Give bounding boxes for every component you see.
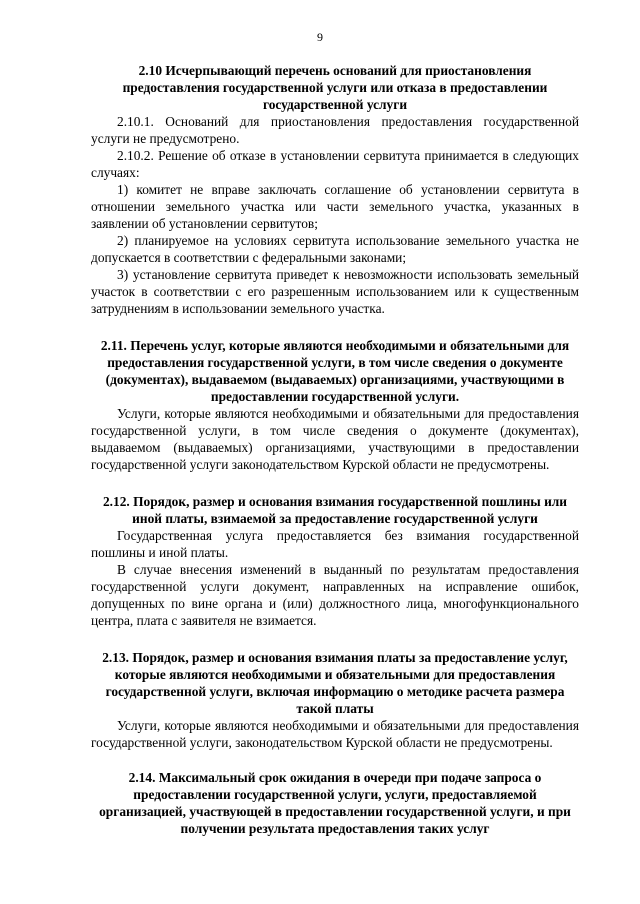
section-2-12 — [91, 493, 579, 629]
section-heading: 2.13. Порядок, размер и основания взимания платы за предоставление услуг, которые являются необходимыми и обязательными для предоставления государственной услуги, включая информацию о методике расчета размера такой платы — [102, 650, 568, 716]
section-2-14 — [91, 769, 579, 837]
section-spacer — [91, 751, 579, 769]
paragraph: 2.10.1. Оснований для приостановления предоставления государственной услуги не предусмотрено. — [91, 114, 579, 146]
section-spacer — [91, 473, 579, 493]
paragraph: Услуги, которые являются необходимыми и обязательными для предоставления государственной услуги, законодательством Курской области не предусмотрены. — [91, 718, 579, 750]
section-heading: 2.14. Максимальный срок ожидания в очереди при подаче запроса о предоставлении государственной услуги, услуги, предоставляемой организацией, участвующей в предоставлении государственной услуги, и при получении результата предоставления таких услуг — [99, 770, 571, 836]
list-item: 3) установление сервитута приведет к невозможности использовать земельный участок в соответствии с его разрешенным использованием или к существенным затруднениям в использовании земельного участка. — [91, 267, 579, 316]
section-spacer — [91, 317, 579, 337]
section-heading: 2.11. Перечень услуг, которые являются необходимыми и обязательными для предоставления государственной услуги, в том числе сведения о документе (документах), выдаваемом (выдаваемых) организациями, участвующими в предоставлении государственной услуги. — [100, 338, 570, 404]
list-item: 1) комитет не вправе заключать соглашение об установлении сервитута в отношении земельного участка или части земельного участка, указанных в заявлении об установлении сервитутов; — [91, 182, 579, 231]
section-2-13 — [91, 649, 579, 751]
paragraph: В случае внесения изменений в выданный по результатам предоставления государственной услуги документ, направленных на исправление ошибок, допущенных по вине органа и (или) должностного лица, многофункционального центра, плата с заявителя не взимается. — [91, 562, 579, 628]
list-item: 2) планируемое на условиях сервитута использование земельного участка не допускается в соответствии с федеральными законами; — [91, 233, 579, 265]
page-number: 9 — [317, 30, 323, 44]
section-heading: 2.12. Порядок, размер и основания взимания государственной пошлины или иной платы, взимаемой за предоставление государственной услуги — [102, 494, 568, 526]
section-spacer — [91, 629, 579, 649]
section-heading: 2.10 Исчерпывающий перечень оснований для приостановления предоставления государственной услуги или отказа в предоставлении государственной услуги — [122, 63, 548, 112]
paragraph: Услуги, которые являются необходимыми и обязательными для предоставления государственной услуги, в том числе сведения о документе (документах), выдаваемом (выдаваемых) организациями, участвующими в предоставлении государственной услуги законодательством Курской области не предусмотрены. — [91, 406, 579, 472]
paragraph: Государственная услуга предоставляется без взимания государственной пошлины и иной платы. — [91, 528, 579, 560]
document-body — [91, 62, 579, 837]
paragraph: 2.10.2. Решение об отказе в установлении сервитута принимается в следующих случаях: — [91, 148, 579, 180]
section-2-10 — [91, 62, 579, 317]
section-2-11 — [91, 337, 579, 473]
